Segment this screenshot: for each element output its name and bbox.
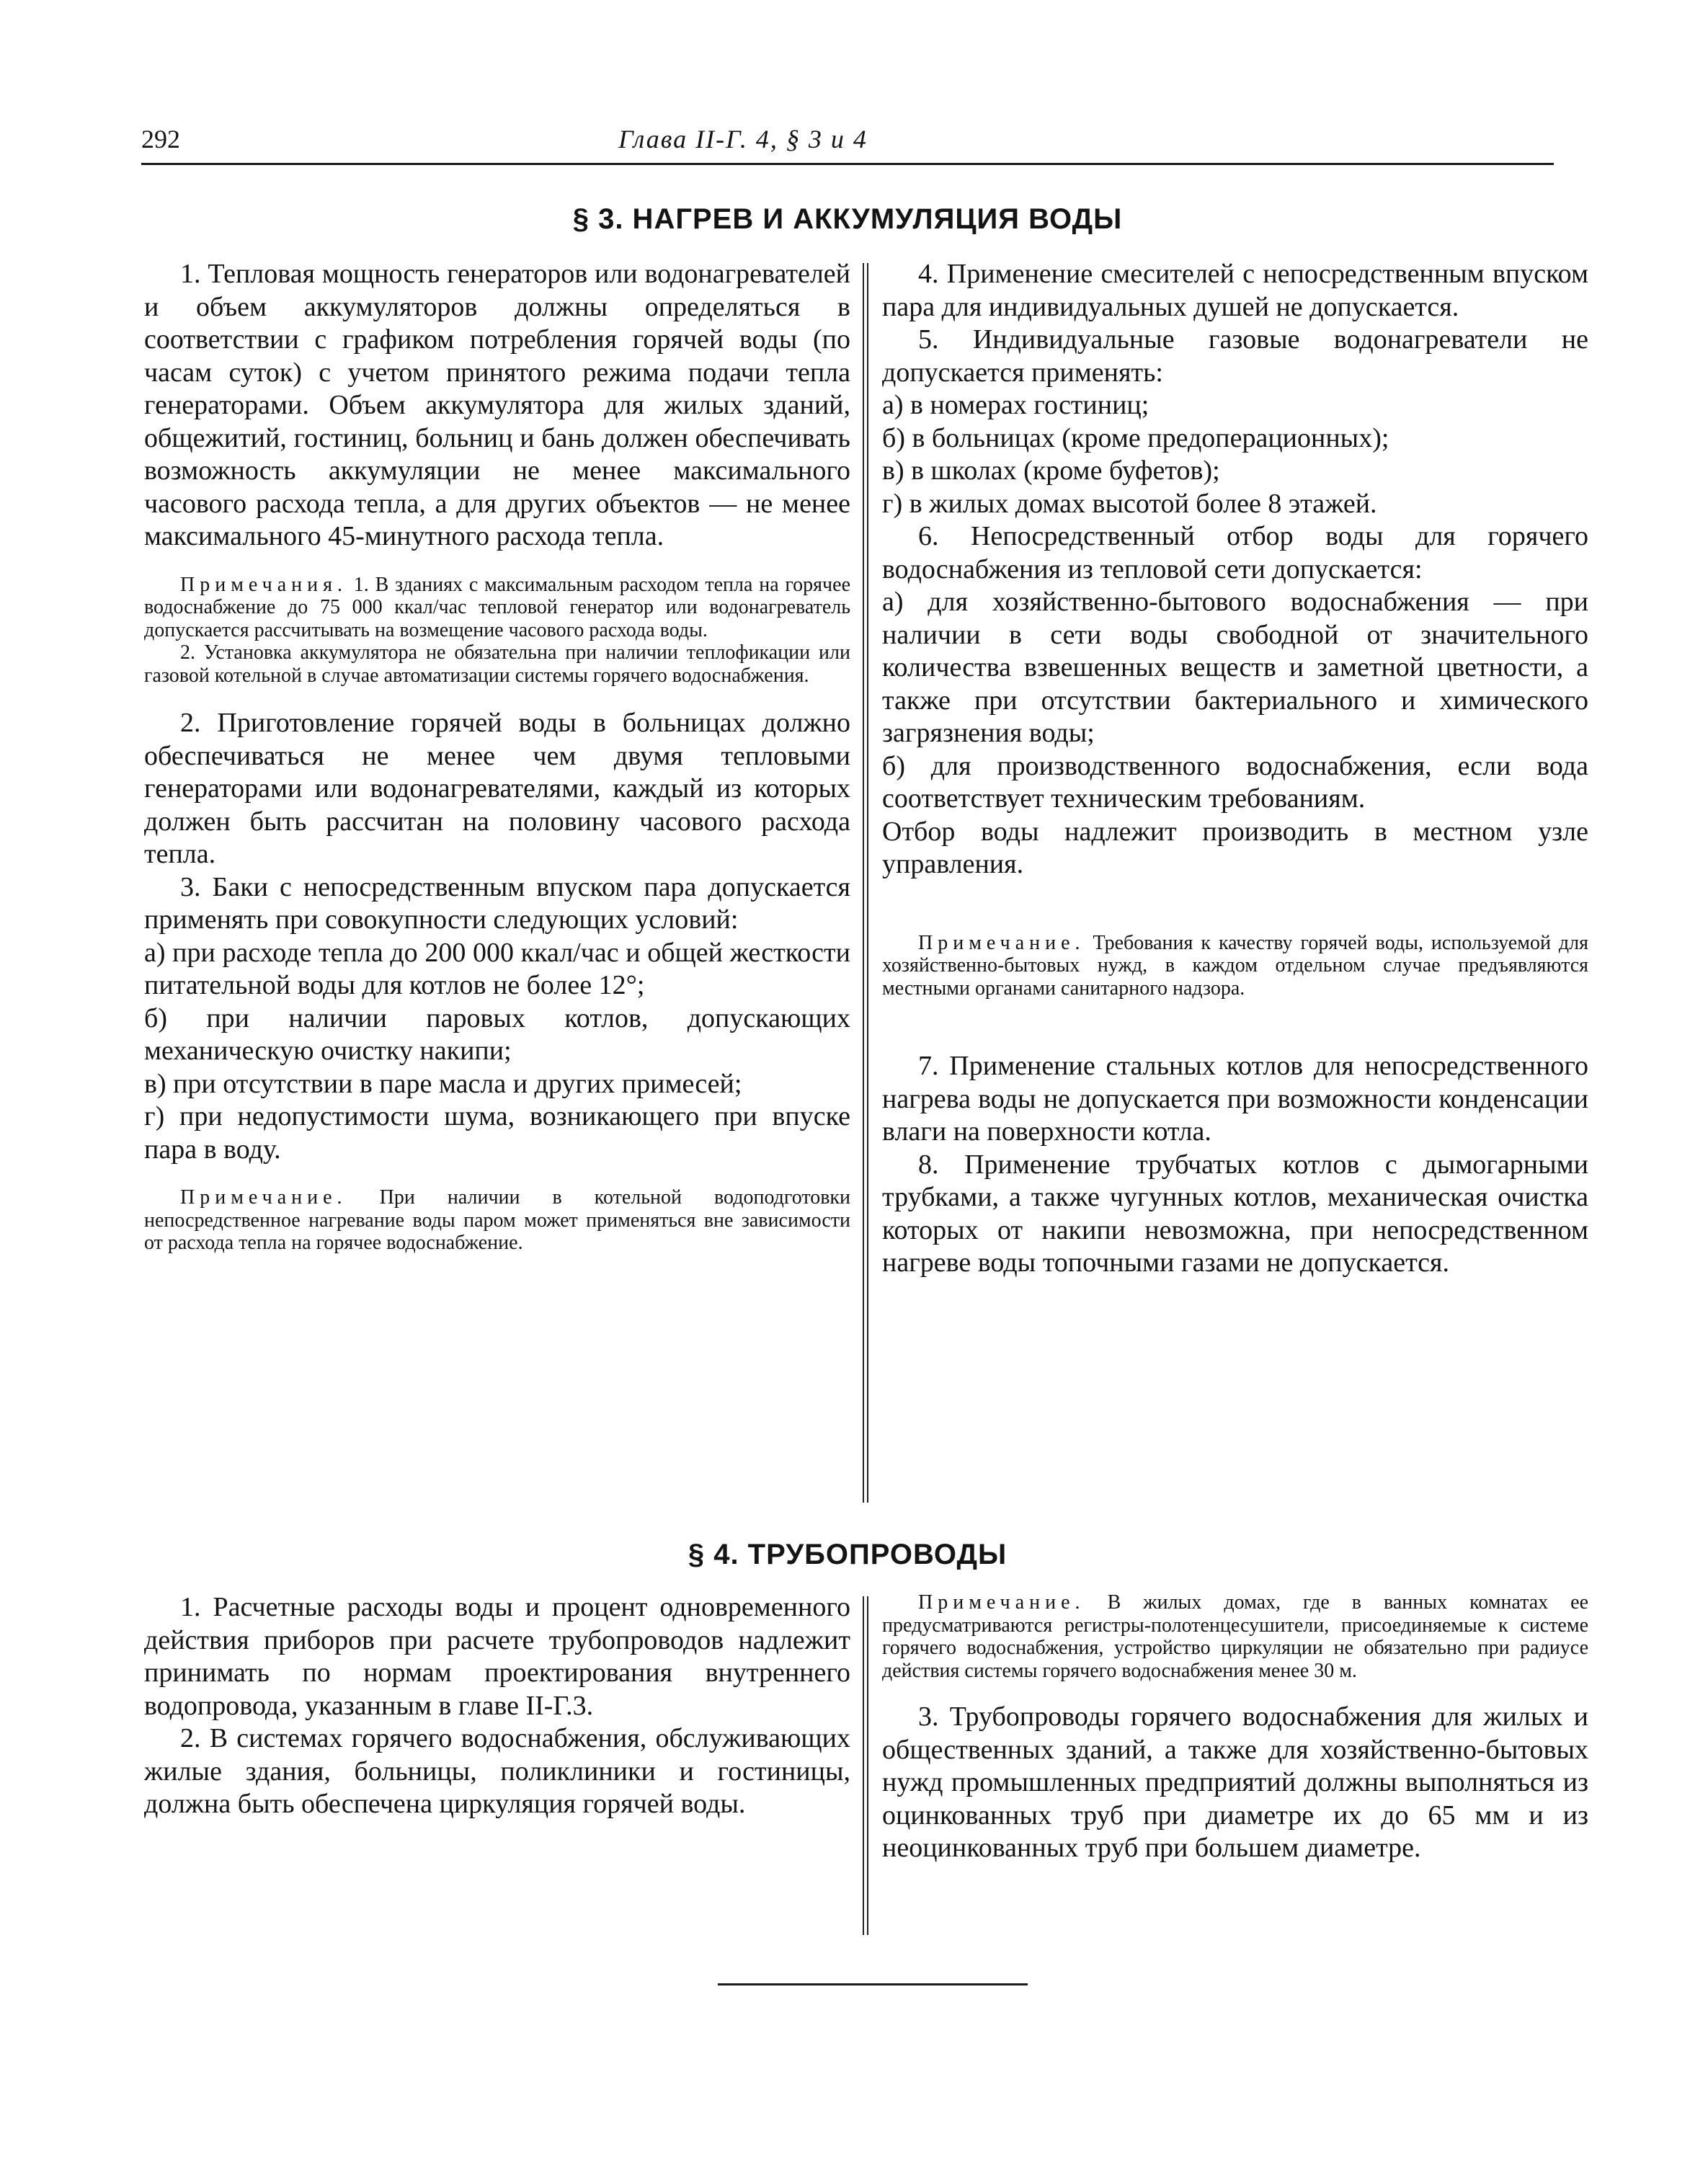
s3-note-1b: 2. Установка аккумулятора не обязательна при наличии теплофикации или газовой котельной в случае автоматизации системы горячего водоснабжения. bbox=[144, 641, 850, 687]
s3-item-6c: Отбор воды надлежит производить в местном узле управления. bbox=[882, 816, 1588, 879]
section-4-left-column bbox=[144, 1591, 850, 1821]
s3-paragraph-7: 7. Применение стальных котлов для непосредственного нагрева воды не допускается при возможности конденсации влаги на поверхности котла. bbox=[882, 1051, 1588, 1147]
column-divider bbox=[863, 263, 868, 1503]
s3-note-2 bbox=[144, 1186, 850, 1255]
section-3-left-column bbox=[144, 258, 850, 1255]
section-4-title: § 4. ТРУБОПРОВОДЫ bbox=[688, 1539, 1008, 1570]
s3-item-3a: а) при расходе тепла до 200 000 ккал/час и общей жесткости питательной воды для котлов не более 12°; bbox=[144, 937, 850, 1000]
s4-note bbox=[882, 1591, 1588, 1682]
s3-paragraph-4: 4. Применение смесителей с непосредственным впуском пара для индивидуальных душей не допускается. bbox=[882, 259, 1588, 322]
s3-note-3-text: Требования к качеству горячей воды, используемой для хозяйственно-бытовых нужд, в каждом отдельном случае предъявляются местными органами санитарного надзора. bbox=[882, 931, 1589, 1000]
s3-item-5c: в) в школах (кроме буфетов); bbox=[882, 455, 1220, 486]
note-label: Примечания. bbox=[180, 573, 348, 596]
note-label: Примечание. bbox=[918, 1591, 1085, 1614]
s3-paragraph-6: 6. Непосредственный отбор воды для горячего водоснабжения из тепловой сети допускается: bbox=[882, 521, 1588, 584]
page-header bbox=[141, 124, 1554, 161]
s3-item-6a: а) для хозяйственно-бытового водоснабжения — при наличии в сети воды свободной от значительного количества взвешенных веществ и заметной цветности, а также при отсутствии бактериального и химического загрязнения воды; bbox=[882, 587, 1588, 748]
s3-item-6b: б) для производственного водоснабжения, если вода соответствует техническим требованиям. bbox=[882, 750, 1588, 814]
s4-paragraph-1: 1. Расчетные расходы воды и процент одновременного действия приборов при расчете трубопроводов надлежит принимать по нормам проектирования внутреннего водопровода, указанным в главе II-Г.3. bbox=[144, 1592, 850, 1721]
s3-item-5a: а) в номерах гостиниц; bbox=[882, 390, 1149, 420]
section-3-right-column bbox=[882, 258, 1588, 1280]
s4-note-text: В жилых домах, где в ванных комнатах ее предусматриваются регистры-полотенцесушители, присоединяемые к системе горячего водоснабжения, устройство циркуляции не обязательно при радиусе действия системы горячего водоснабжения менее 30 м. bbox=[882, 1591, 1589, 1682]
note-label: Примечание. bbox=[180, 1186, 347, 1209]
section-4-right-column bbox=[882, 1591, 1588, 1865]
section-3-title: § 3. НАГРЕВ И АККУМУЛЯЦИЯ ВОДЫ bbox=[572, 203, 1123, 235]
s4-paragraph-2: 2. В системах горячего водоснабжения, обслуживающих жилые здания, больницы, поликлиники и гостиницы, должна быть обеспечена циркуляция горячей воды. bbox=[144, 1723, 850, 1819]
s3-item-3c: в) при отсутствии в паре масла и других примесей; bbox=[144, 1068, 742, 1099]
s3-notes-1 bbox=[144, 574, 850, 688]
s3-paragraph-8: 8. Применение трубчатых котлов с дымогарными трубками, а также чугунных котлов, механическая очистка которых от накипи невозможна, при непосредственном нагреве воды топочными газами не допускается. bbox=[882, 1149, 1588, 1278]
s3-paragraph-1: 1. Тепловая мощность генераторов или водонагревателей и объем аккумуляторов должны определяться в соответствии с графиком потребления горячей воды (по часам суток) с учетом принятого режима подачи тепла генераторами. Объем аккумулятора для жилых зданий, общежитий, гостиниц, больниц и бань должен обеспечивать возможность аккумуляции не менее максимального часового расхода тепла, а для других объектов — не менее максимального 45-минутного расхода тепла. bbox=[144, 259, 850, 551]
end-rule bbox=[718, 1983, 1028, 1985]
s4-paragraph-3: 3. Трубопроводы горячего водоснабжения для жилых и общественных зданий, а также для хозяйственно-бытовых нужд промышленных предприятий должны выполняться из оцинкованных труб при диаметре их до 65 мм и из неоцинкованных труб при большем диаметре. bbox=[882, 1702, 1588, 1863]
page-number: 292 bbox=[141, 125, 180, 154]
s3-note-3 bbox=[882, 932, 1588, 1000]
running-title: Глава II-Г. 4, § 3 и 4 bbox=[618, 125, 868, 154]
s3-item-5d: г) в жилых домах высотой более 8 этажей. bbox=[882, 488, 1377, 519]
s3-note-2-text: При наличии в котельной водоподготовки непосредственное нагревание воды паром может применяться вне зависимости от расхода тепла на горячее водоснабжение. bbox=[144, 1186, 851, 1254]
header-rule bbox=[141, 163, 1554, 165]
s3-item-3d: г) при недопустимости шума, возникающего при впуске пара в воду. bbox=[144, 1101, 850, 1165]
s3-item-5b: б) в больницах (кроме предоперационных); bbox=[882, 422, 1389, 453]
note-label: Примечание. bbox=[918, 931, 1085, 954]
s3-paragraph-5: 5. Индивидуальные газовые водонагреватели не допускается применять: bbox=[882, 324, 1588, 388]
s3-paragraph-2: 2. Приготовление горячей воды в больницах должно обеспечиваться не менее чем двумя тепловыми генераторами или водонагревателями, каждый из которых должен быть рассчитан на половину часового расхода тепла. bbox=[144, 708, 850, 869]
s3-paragraph-3: 3. Баки с непосредственным впуском пара допускается применять при совокупности следующих условий: bbox=[144, 871, 850, 935]
column-divider bbox=[863, 1596, 868, 1935]
s3-item-3b: б) при наличии паровых котлов, допускающих механическую очистку накипи; bbox=[144, 1002, 850, 1066]
s3-note-1a: 1. В зданиях с максимальным расходом тепла на горячее водоснабжение до 75 000 ккал/час тепловой генератор или водонагреватель допускается рассчитывать на возмещение часового расхода воды. bbox=[144, 573, 850, 641]
